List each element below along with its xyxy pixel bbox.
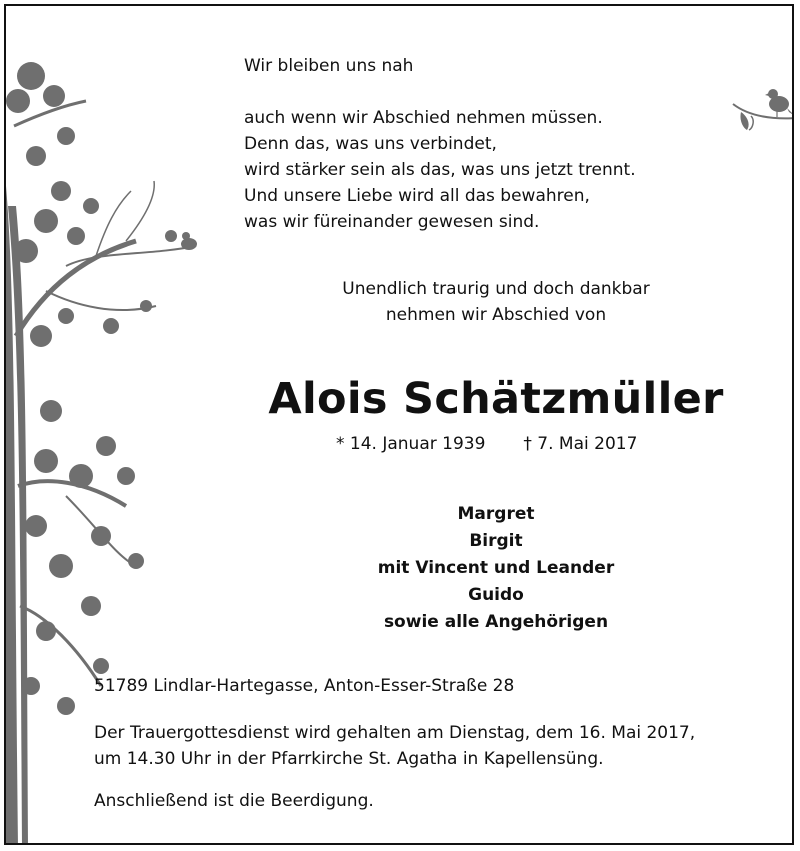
announcement-intro <box>6 276 794 328</box>
intro-line: Unendlich traurig und doch dankbar <box>342 279 650 299</box>
mourner: Margret <box>457 504 535 524</box>
poem-line: auch wenn wir Abschied nehmen müssen. <box>244 108 603 128</box>
service-line: um 14.30 Uhr in der Pfarrkirche St. Agatha in Kapellensüng. <box>94 749 604 769</box>
mourner: sowie alle Angehörigen <box>383 612 609 632</box>
mourner: Birgit <box>469 531 523 551</box>
birth-date: * 14. Januar 1939 <box>336 434 486 454</box>
deceased-name: Alois Schätzmüller <box>268 374 724 424</box>
bird-on-branch-icon <box>731 84 794 139</box>
mourners-list <box>6 501 794 636</box>
poem-line: was wir füreinander gewesen sind. <box>244 212 540 232</box>
service-line: Der Trauergottesdienst wird gehalten am Dienstag, dem 16. Mai 2017, <box>94 723 696 743</box>
mourner: Guido <box>468 585 524 605</box>
intro-line: nehmen wir Abschied von <box>385 305 607 325</box>
obituary-card <box>4 4 794 845</box>
mourner: mit Vincent und Leander <box>377 558 615 578</box>
service-info <box>94 720 695 772</box>
poem-line: Und unsere Liebe wird all das bewahren, <box>244 186 590 206</box>
poem-line: Wir bleiben uns nah <box>244 56 414 76</box>
burial-info: Anschließend ist die Beerdigung. <box>94 791 374 811</box>
poem-line: wird stärker sein als das, was uns jetzt trennt. <box>244 160 636 180</box>
poem <box>244 53 636 235</box>
death-date: † 7. Mai 2017 <box>523 434 638 454</box>
poem-line: Denn das, was uns verbindet, <box>244 134 497 154</box>
life-dates <box>336 432 637 456</box>
address: 51789 Lindlar-Hartegasse, Anton-Esser-Straße 28 <box>94 676 515 696</box>
